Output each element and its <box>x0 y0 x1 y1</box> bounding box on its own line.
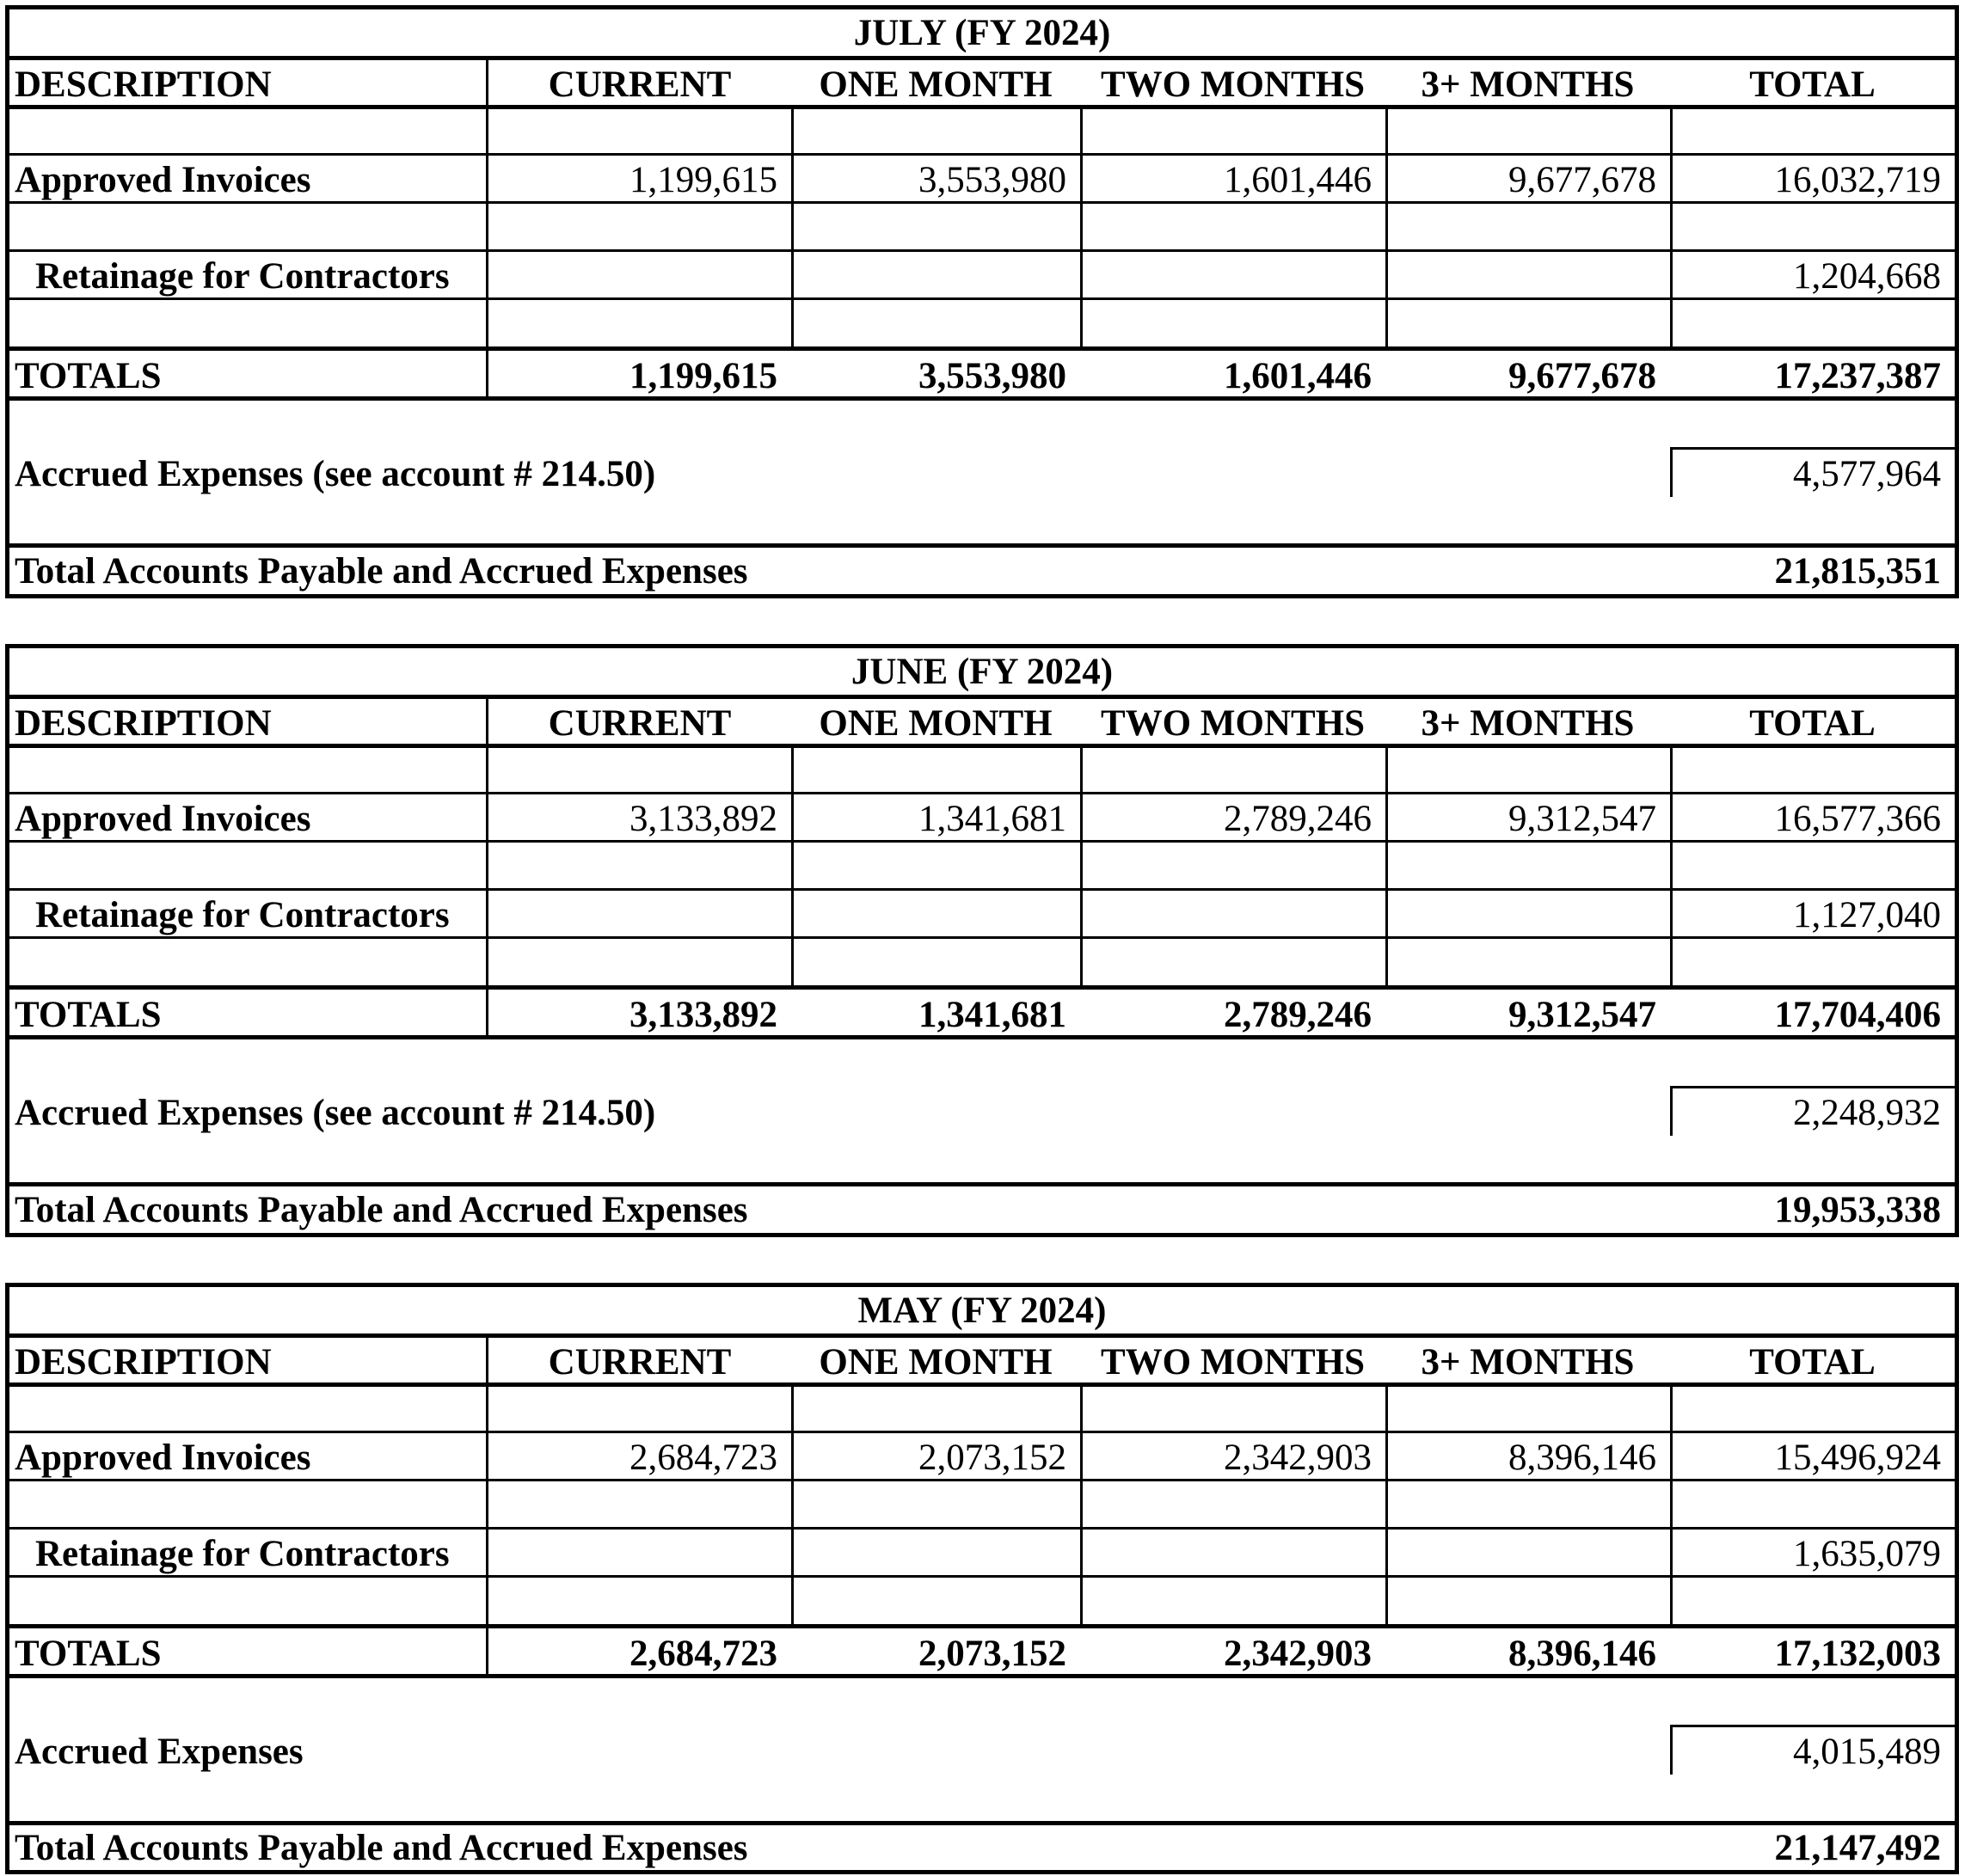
row-label: Accrued Expenses (see account # 214.50) <box>15 1093 656 1133</box>
row-label: Approved Invoices <box>15 798 311 839</box>
header-current: CURRENT <box>486 699 791 748</box>
row-label: Retainage for Contractors <box>35 894 450 935</box>
row-label: Approved Invoices <box>15 1437 311 1478</box>
title-row <box>9 1287 1955 1333</box>
header-total: TOTAL <box>1749 703 1876 744</box>
header-current: CURRENT <box>486 60 791 109</box>
total-ap-accrued-row <box>9 1182 1955 1233</box>
grand-total-value: 21,147,492 <box>1774 1827 1941 1868</box>
empty-cell <box>486 1530 791 1578</box>
header-one-month: ONE MONTH <box>819 703 1053 744</box>
row-label: Total Accounts Payable and Accrued Expenses <box>15 1189 748 1230</box>
grand-totals-value: 17,132,003 <box>1774 1633 1941 1674</box>
current-total: 3,133,892 <box>486 990 791 1039</box>
one-month-value: 2,073,152 <box>791 1433 1080 1481</box>
empty-cell <box>1385 204 1670 252</box>
grand-totals-value: 17,704,406 <box>1774 994 1941 1035</box>
three-plus-total: 9,312,547 <box>1508 994 1656 1035</box>
spacer-row <box>9 1382 1955 1435</box>
spacer-row <box>9 201 1955 252</box>
grand-totals-value: 17,237,387 <box>1774 355 1941 396</box>
one-month-value: 3,553,980 <box>791 156 1080 204</box>
header-two-months: TWO MONTHS <box>1100 1342 1365 1382</box>
header-two-months: TWO MONTHS <box>1100 64 1365 105</box>
header-row <box>9 56 1955 109</box>
header-description: DESCRIPTION <box>15 703 272 744</box>
empty-cell <box>486 1387 791 1435</box>
total-value: 1,635,079 <box>1670 1530 1955 1578</box>
row-label: TOTALS <box>15 355 162 396</box>
row-label: Accrued Expenses (see account # 214.50) <box>15 454 656 494</box>
accrued-expenses-row <box>9 1035 1955 1186</box>
table-title: JULY (FY 2024) <box>853 12 1111 53</box>
empty-cell <box>1670 204 1955 252</box>
empty-cell <box>486 939 791 988</box>
grand-total-value: 21,815,351 <box>1774 550 1941 592</box>
two-months-total: 2,342,903 <box>1224 1633 1372 1674</box>
two-months-total: 2,789,246 <box>1224 994 1372 1035</box>
total-ap-accrued-row <box>9 1821 1955 1870</box>
total-value: 1,127,040 <box>1670 891 1955 939</box>
empty-cell <box>486 1578 791 1627</box>
empty-cell <box>486 252 791 300</box>
current-value: 1,199,615 <box>486 156 791 204</box>
header-total: TOTAL <box>1749 1342 1876 1382</box>
current-total: 2,684,723 <box>486 1628 791 1678</box>
header-current: CURRENT <box>486 1338 791 1387</box>
one-month-value: 1,341,681 <box>791 794 1080 843</box>
empty-cell <box>1080 843 1385 891</box>
empty-cell <box>1385 252 1670 300</box>
empty-cell <box>1385 1387 1670 1435</box>
spacer-row <box>9 936 1955 988</box>
empty-cell <box>486 1481 791 1530</box>
empty-cell <box>791 204 1080 252</box>
empty-cell <box>486 204 791 252</box>
empty-cell <box>1080 109 1385 157</box>
current-total: 1,199,615 <box>486 351 791 401</box>
empty-cell <box>486 843 791 891</box>
three-plus-total: 8,396,146 <box>1508 1633 1656 1674</box>
empty-cell <box>791 109 1080 157</box>
header-three-plus-months: 3+ MONTHS <box>1421 703 1635 744</box>
empty-cell <box>1385 1481 1670 1530</box>
row-label: TOTALS <box>15 1633 162 1674</box>
empty-cell <box>791 891 1080 939</box>
totals-row <box>9 985 1955 1039</box>
empty-cell <box>791 1578 1080 1627</box>
header-three-plus-months: 3+ MONTHS <box>1421 1342 1635 1382</box>
header-row <box>9 1333 1955 1387</box>
empty-cell <box>1080 300 1385 349</box>
empty-cell <box>1670 300 1955 349</box>
one-month-total: 1,341,681 <box>918 994 1066 1035</box>
empty-cell <box>486 109 791 157</box>
empty-cell <box>791 748 1080 796</box>
row-label: Approved Invoices <box>15 159 311 200</box>
empty-cell <box>1670 1387 1955 1435</box>
empty-cell <box>1080 204 1385 252</box>
retainage-row <box>9 1527 1955 1578</box>
spacer-row <box>9 840 1955 891</box>
empty-cell <box>1385 891 1670 939</box>
one-month-total: 3,553,980 <box>918 355 1066 396</box>
empty-cell <box>1670 843 1955 891</box>
approved-invoices-row <box>9 792 1955 843</box>
empty-cell <box>791 252 1080 300</box>
title-row <box>9 9 1955 56</box>
empty-cell <box>1080 1530 1385 1578</box>
header-one-month: ONE MONTH <box>819 64 1053 105</box>
empty-cell <box>1670 1578 1955 1627</box>
spacer-row <box>9 105 1955 157</box>
row-label: Retainage for Contractors <box>35 1533 450 1574</box>
empty-cell <box>1080 1387 1385 1435</box>
header-description: DESCRIPTION <box>15 1342 272 1382</box>
three-plus-value: 9,677,678 <box>1385 156 1670 204</box>
empty-cell <box>1670 109 1955 157</box>
empty-cell <box>1385 939 1670 988</box>
empty-cell <box>1385 300 1670 349</box>
two-months-total: 1,601,446 <box>1224 355 1372 396</box>
empty-cell <box>1385 109 1670 157</box>
totals-row <box>9 1624 1955 1678</box>
total-value: 16,032,719 <box>1670 156 1955 204</box>
ap-aging-table <box>5 5 1959 598</box>
empty-cell <box>791 1530 1080 1578</box>
retainage-row <box>9 888 1955 939</box>
row-label: Total Accounts Payable and Accrued Expenses <box>15 550 748 592</box>
total-value: 16,577,366 <box>1670 794 1955 843</box>
empty-cell <box>1670 1481 1955 1530</box>
empty-cell <box>1080 939 1385 988</box>
spacer-row <box>9 1479 1955 1530</box>
empty-cell <box>1385 1530 1670 1578</box>
header-one-month: ONE MONTH <box>819 1342 1053 1382</box>
empty-cell <box>1080 252 1385 300</box>
header-total: TOTAL <box>1749 64 1876 105</box>
empty-cell <box>486 891 791 939</box>
row-label: Accrued Expenses <box>15 1732 304 1772</box>
two-months-value: 2,342,903 <box>1080 1433 1385 1481</box>
spacer-row <box>9 297 1955 349</box>
accrued-value: 4,015,489 <box>1793 1732 1941 1772</box>
empty-cell <box>1385 843 1670 891</box>
header-two-months: TWO MONTHS <box>1100 703 1365 744</box>
empty-cell <box>1670 748 1955 796</box>
three-plus-value: 9,312,547 <box>1385 794 1670 843</box>
total-value: 1,204,668 <box>1670 252 1955 300</box>
title-row <box>9 648 1955 695</box>
two-months-value: 2,789,246 <box>1080 794 1385 843</box>
current-value: 3,133,892 <box>486 794 791 843</box>
approved-invoices-row <box>9 1431 1955 1481</box>
three-plus-value: 8,396,146 <box>1385 1433 1670 1481</box>
empty-cell <box>486 748 791 796</box>
approved-invoices-row <box>9 153 1955 204</box>
header-description: DESCRIPTION <box>15 64 272 105</box>
empty-cell <box>486 300 791 349</box>
retainage-row <box>9 249 1955 300</box>
empty-cell <box>1385 748 1670 796</box>
header-three-plus-months: 3+ MONTHS <box>1421 64 1635 105</box>
totals-row <box>9 346 1955 401</box>
accrued-expenses-row <box>9 1674 1955 1825</box>
accrued-value: 4,577,964 <box>1793 454 1941 494</box>
empty-cell <box>791 1481 1080 1530</box>
empty-cell <box>791 300 1080 349</box>
empty-cell <box>1080 748 1385 796</box>
ap-aging-table <box>5 644 1959 1237</box>
row-label: Retainage for Contractors <box>35 255 450 297</box>
grand-total-value: 19,953,338 <box>1774 1189 1941 1230</box>
accrued-value: 2,248,932 <box>1793 1093 1941 1133</box>
empty-cell <box>1670 939 1955 988</box>
empty-cell <box>791 939 1080 988</box>
ap-aging-table <box>5 1283 1959 1874</box>
empty-cell <box>1080 891 1385 939</box>
total-value: 15,496,924 <box>1670 1433 1955 1481</box>
table-title: JUNE (FY 2024) <box>850 651 1114 692</box>
current-value: 2,684,723 <box>486 1433 791 1481</box>
total-ap-accrued-row <box>9 543 1955 594</box>
empty-cell <box>1385 1578 1670 1627</box>
row-label: Total Accounts Payable and Accrued Expenses <box>15 1827 748 1868</box>
empty-cell <box>1080 1481 1385 1530</box>
two-months-value: 1,601,446 <box>1080 156 1385 204</box>
empty-cell <box>791 1387 1080 1435</box>
accrued-expenses-row <box>9 396 1955 548</box>
empty-cell <box>1080 1578 1385 1627</box>
one-month-total: 2,073,152 <box>918 1633 1066 1674</box>
row-label: TOTALS <box>15 994 162 1035</box>
header-row <box>9 695 1955 748</box>
table-title: MAY (FY 2024) <box>857 1290 1107 1331</box>
three-plus-total: 9,677,678 <box>1508 355 1656 396</box>
spacer-row <box>9 744 1955 796</box>
empty-cell <box>791 843 1080 891</box>
spacer-row <box>9 1575 1955 1627</box>
